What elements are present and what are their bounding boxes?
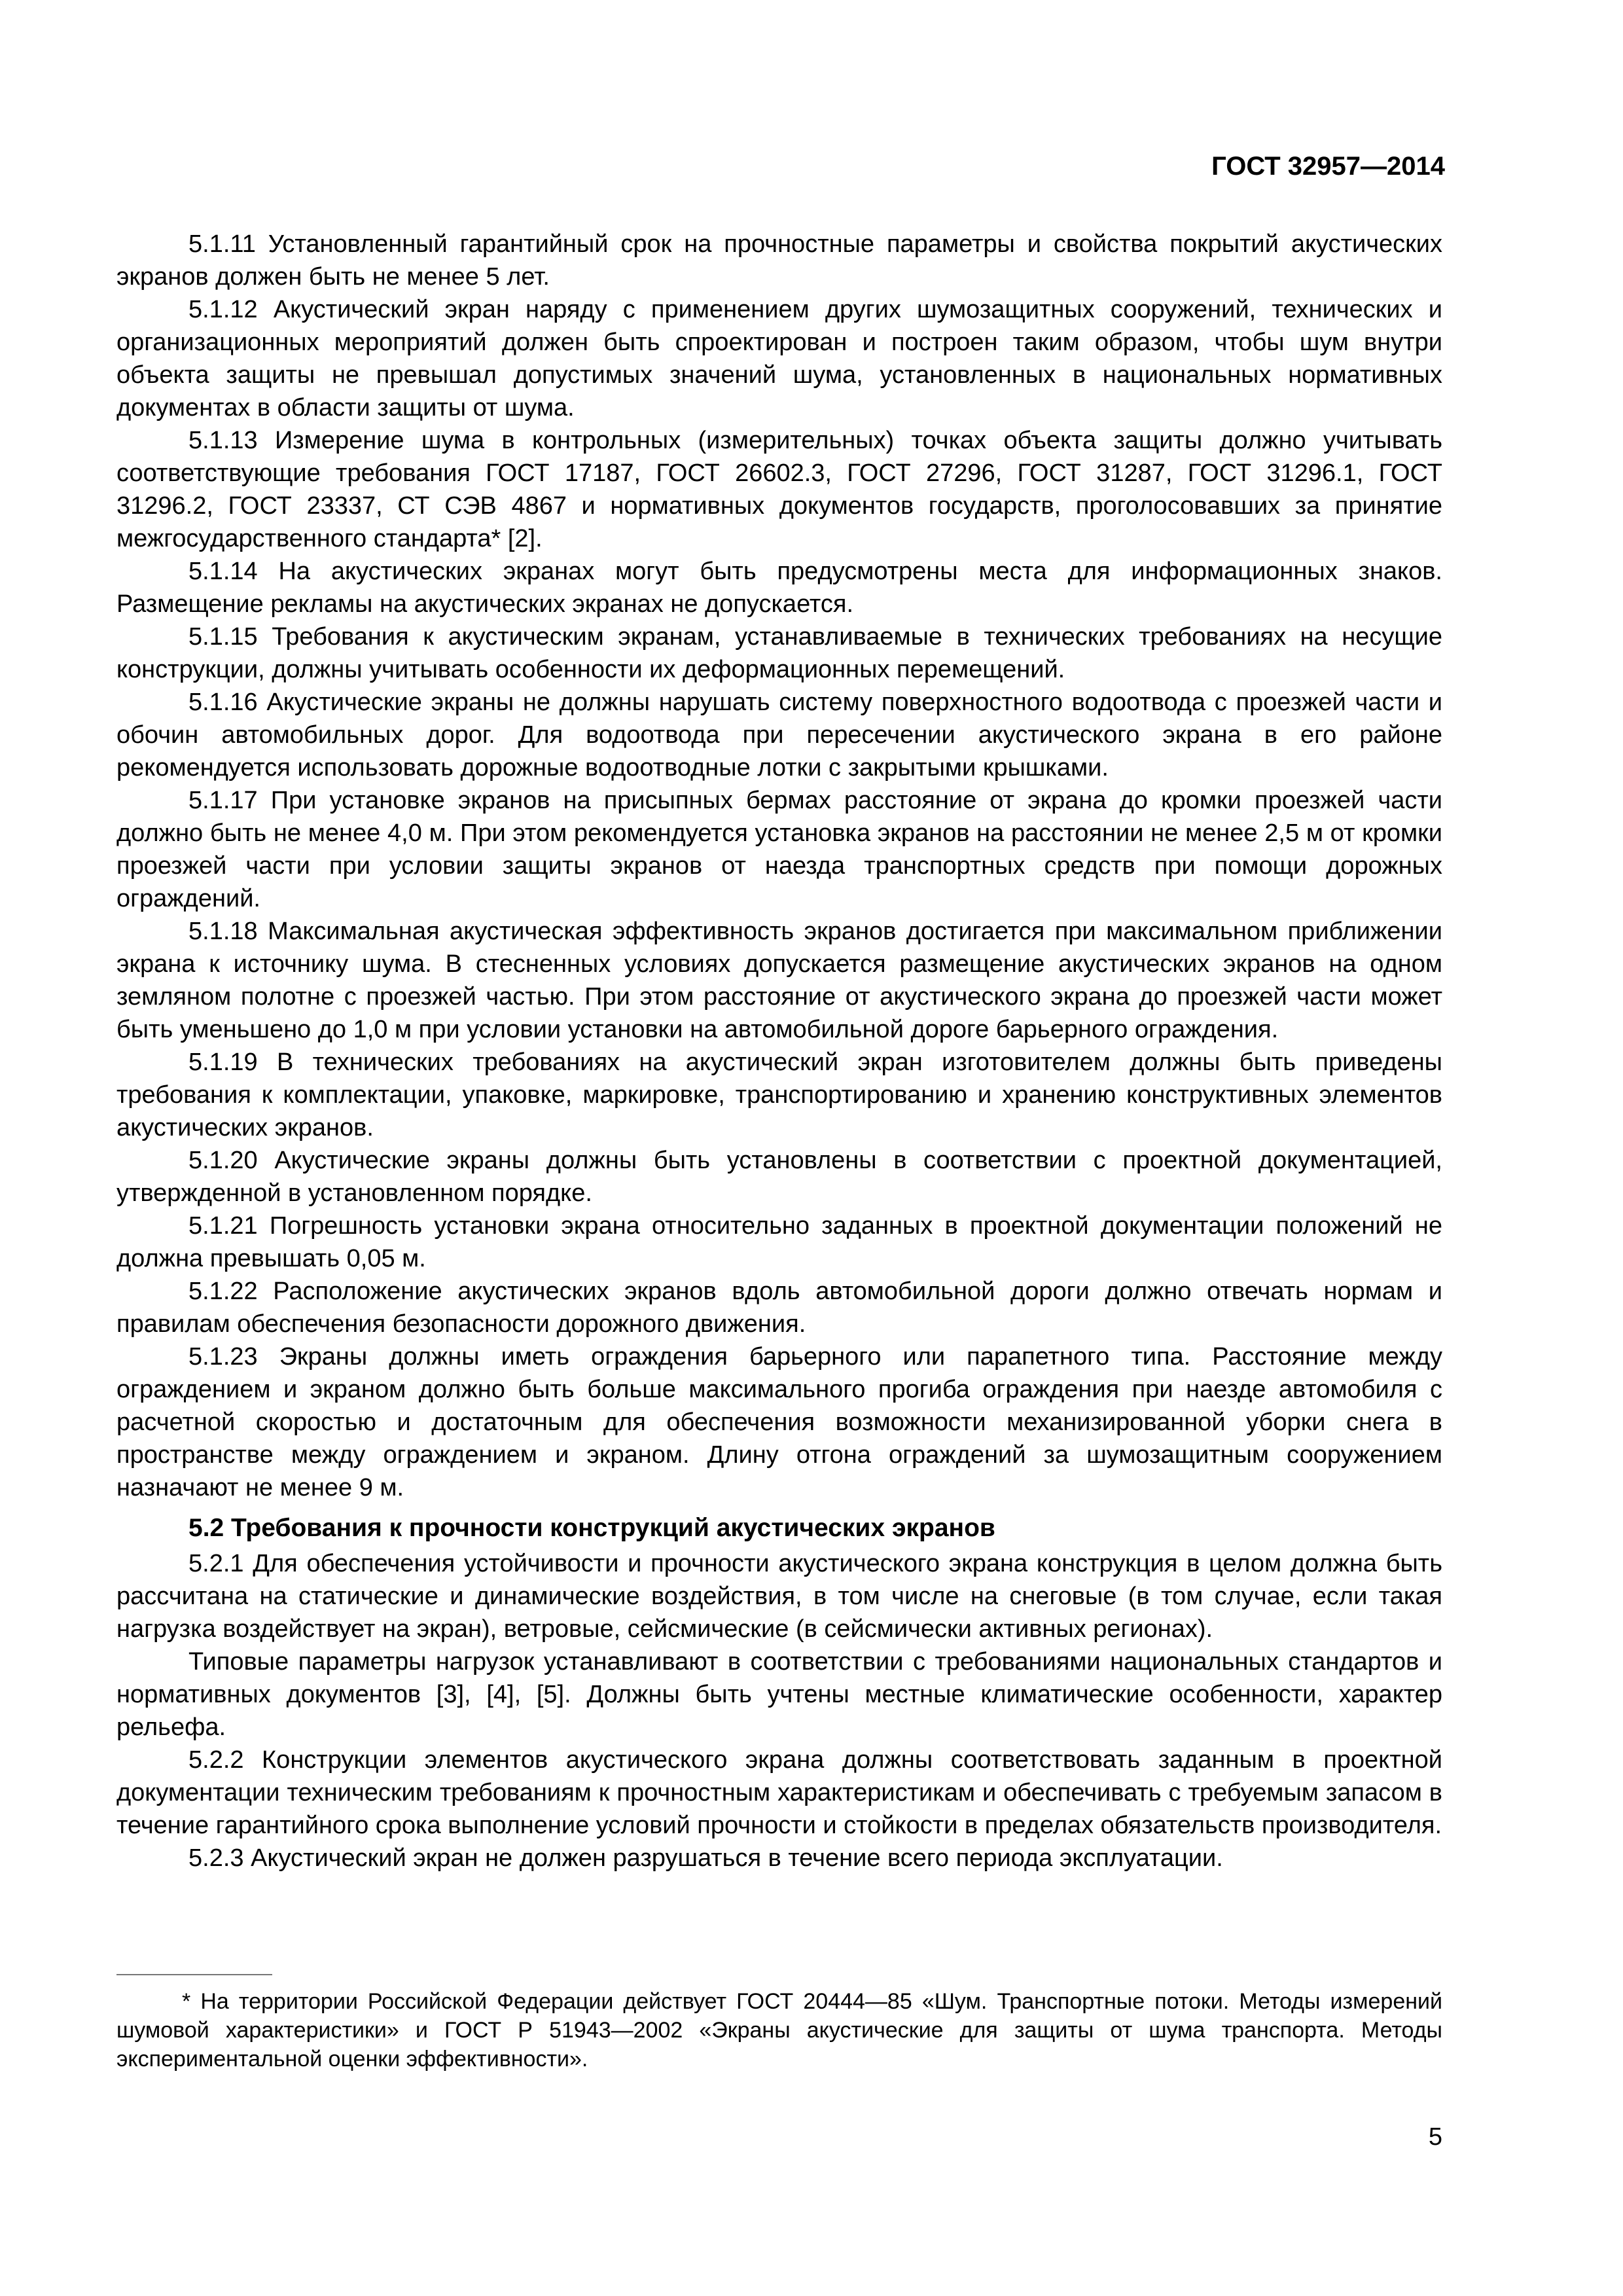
paragraph-5-1-22: 5.1.22 Расположение акустических экранов вдоль автомобильной дороги должно отвечать нормам и правилам обеспечения безопасности дорожного движения. <box>116 1278 1442 1338</box>
paragraph-5-1-17: 5.1.17 При установке экранов на присыпных бермах расстояние от экрана до кромки проезжей части должно быть не менее 4,0 м. При этом рекомендуется установка экранов на расстоянии не менее 2,5 м от кромки проезжей части при условии защиты экранов от наезда транспортных средств при помощи дорожных ограждений. <box>116 787 1442 912</box>
paragraph-5-2-2: 5.2.2 Конструкции элементов акустического экрана должны соответствовать заданным в проектной документации техническим требованиям к прочностным характеристикам и обеспечивать с требуемым запасом в течение гарантийного срока выполнение условий прочности и стойкости в пределах обязательств производителя. <box>116 1746 1442 1839</box>
paragraph-load-parameters: Типовые параметры нагрузок устанавливают в соответствии с требованиями национальных стандартов и нормативных документов [3], [4], [5]. Должны быть учтены местные климатические особенности, характер рельефа. <box>116 1648 1442 1741</box>
paragraph-5-1-23: 5.1.23 Экраны должны иметь ограждения барьерного или парапетного типа. Расстояние между ограждением и экраном должно быть больше максимального прогиба ограждения при наезде автомобиля с расчетной скоростью и достаточным для обеспечения возможности механизированной уборки снега в пространстве между ограждением и экраном. Длину отгона ограждений за шумозащитным сооружением назначают не менее 9 м. <box>116 1343 1442 1501</box>
paragraph-5-1-12: 5.1.12 Акустический экран наряду с применением других шумозащитных сооружений, технических и организационных мероприятий должен быть спроектирован и построен таким образом, чтобы шум внутри объекта защиты не превышал допустимых значений шума, установленных в национальных нормативных документах в области защиты от шума. <box>116 296 1442 422</box>
page-number: 5 <box>1428 2123 1442 2151</box>
paragraph-5-1-14: 5.1.14 На акустических экранах могут быть предусмотрены места для информационных знаков. Размещение рекламы на акустических экранах не допускается. <box>116 558 1442 618</box>
paragraph-5-1-21: 5.1.21 Погрешность установки экрана относительно заданных в проектной документации положений не должна превышать 0,05 м. <box>116 1212 1442 1272</box>
paragraph-5-1-20: 5.1.20 Акустические экраны должны быть установлены в соответствии с проектной документацией, утвержденной в установленном порядке. <box>116 1147 1442 1207</box>
paragraph-5-1-11: 5.1.11 Установленный гарантийный срок на прочностные параметры и свойства покрытий акустических экранов должен быть не менее 5 лет. <box>116 230 1442 291</box>
paragraph-5-1-19: 5.1.19 В технических требованиях на акустический экран изготовителем должны быть приведены требования к комплектации, упаковке, маркировке, транспортированию и хранению конструктивных элементов акустических экранов. <box>116 1049 1442 1141</box>
paragraph-5-1-16: 5.1.16 Акустические экраны не должны нарушать систему поверхностного водоотвода с проезжей части и обочин автомобильных дорог. Для водоотвода при пересечении акустического экрана в его районе рекомендуется использовать дорожные водоотводные лотки с закрытыми крышками. <box>116 689 1442 781</box>
footnote-divider <box>116 1974 272 1975</box>
paragraph-5-1-18: 5.1.18 Максимальная акустическая эффективность экранов достигается при максимальном приближении экрана к источнику шума. В стесненных условиях допускается размещение акустических экранов на одном земляном полотне с проезжей частью. При этом расстояние от акустического экрана до проезжей части может быть уменьшено до 1,0 м при условии установки на автомобильной дороге барьерного ограждения. <box>116 918 1442 1043</box>
section-heading: 5.2 Требования к прочности конструкций акустических экранов <box>188 1514 995 1542</box>
paragraph-5-2-1: 5.2.1 Для обеспечения устойчивости и прочности акустического экрана конструкция в целом должна быть рассчитана на статические и динамические воздействия, в том числе на снеговые (в том случае, если такая нагрузка воздействует на экран), ветровые, сейсмические (в сейсмически активных регионах). <box>116 1550 1442 1643</box>
document-header: ГОСТ 32957—2014 <box>1211 152 1445 181</box>
document-body <box>116 228 1442 1874</box>
footnote: * На территории Российской Федерации действует ГОСТ 20444—85 «Шум. Транспортные потоки. Методы измерений шумовой характеристики» и ГОСТ Р 51943—2002 «Экраны акустические для защиты от шума транспорта. Методы экспериментальной оценки эффективности». <box>116 1989 1442 2072</box>
paragraph-5-1-13: 5.1.13 Измерение шума в контрольных (измерительных) точках объекта защиты должно учитывать соответствующие требования ГОСТ 17187, ГОСТ 26602.3, ГОСТ 27296, ГОСТ 31287, ГОСТ 31296.1, ГОСТ 31296.2, ГОСТ 23337, СТ СЭВ 4867 и нормативных документов государств, проголосовавших за принятие межгосударственного стандарта* [2]. <box>116 427 1442 552</box>
paragraph-5-2-3: 5.2.3 Акустический экран не должен разрушаться в течение всего периода эксплуатации. <box>188 1844 1223 1872</box>
paragraph-5-1-15: 5.1.15 Требования к акустическим экранам, устанавливаемые в технических требованиях на несущие конструкции, должны учитывать особенности их деформационных перемещений. <box>116 623 1442 683</box>
